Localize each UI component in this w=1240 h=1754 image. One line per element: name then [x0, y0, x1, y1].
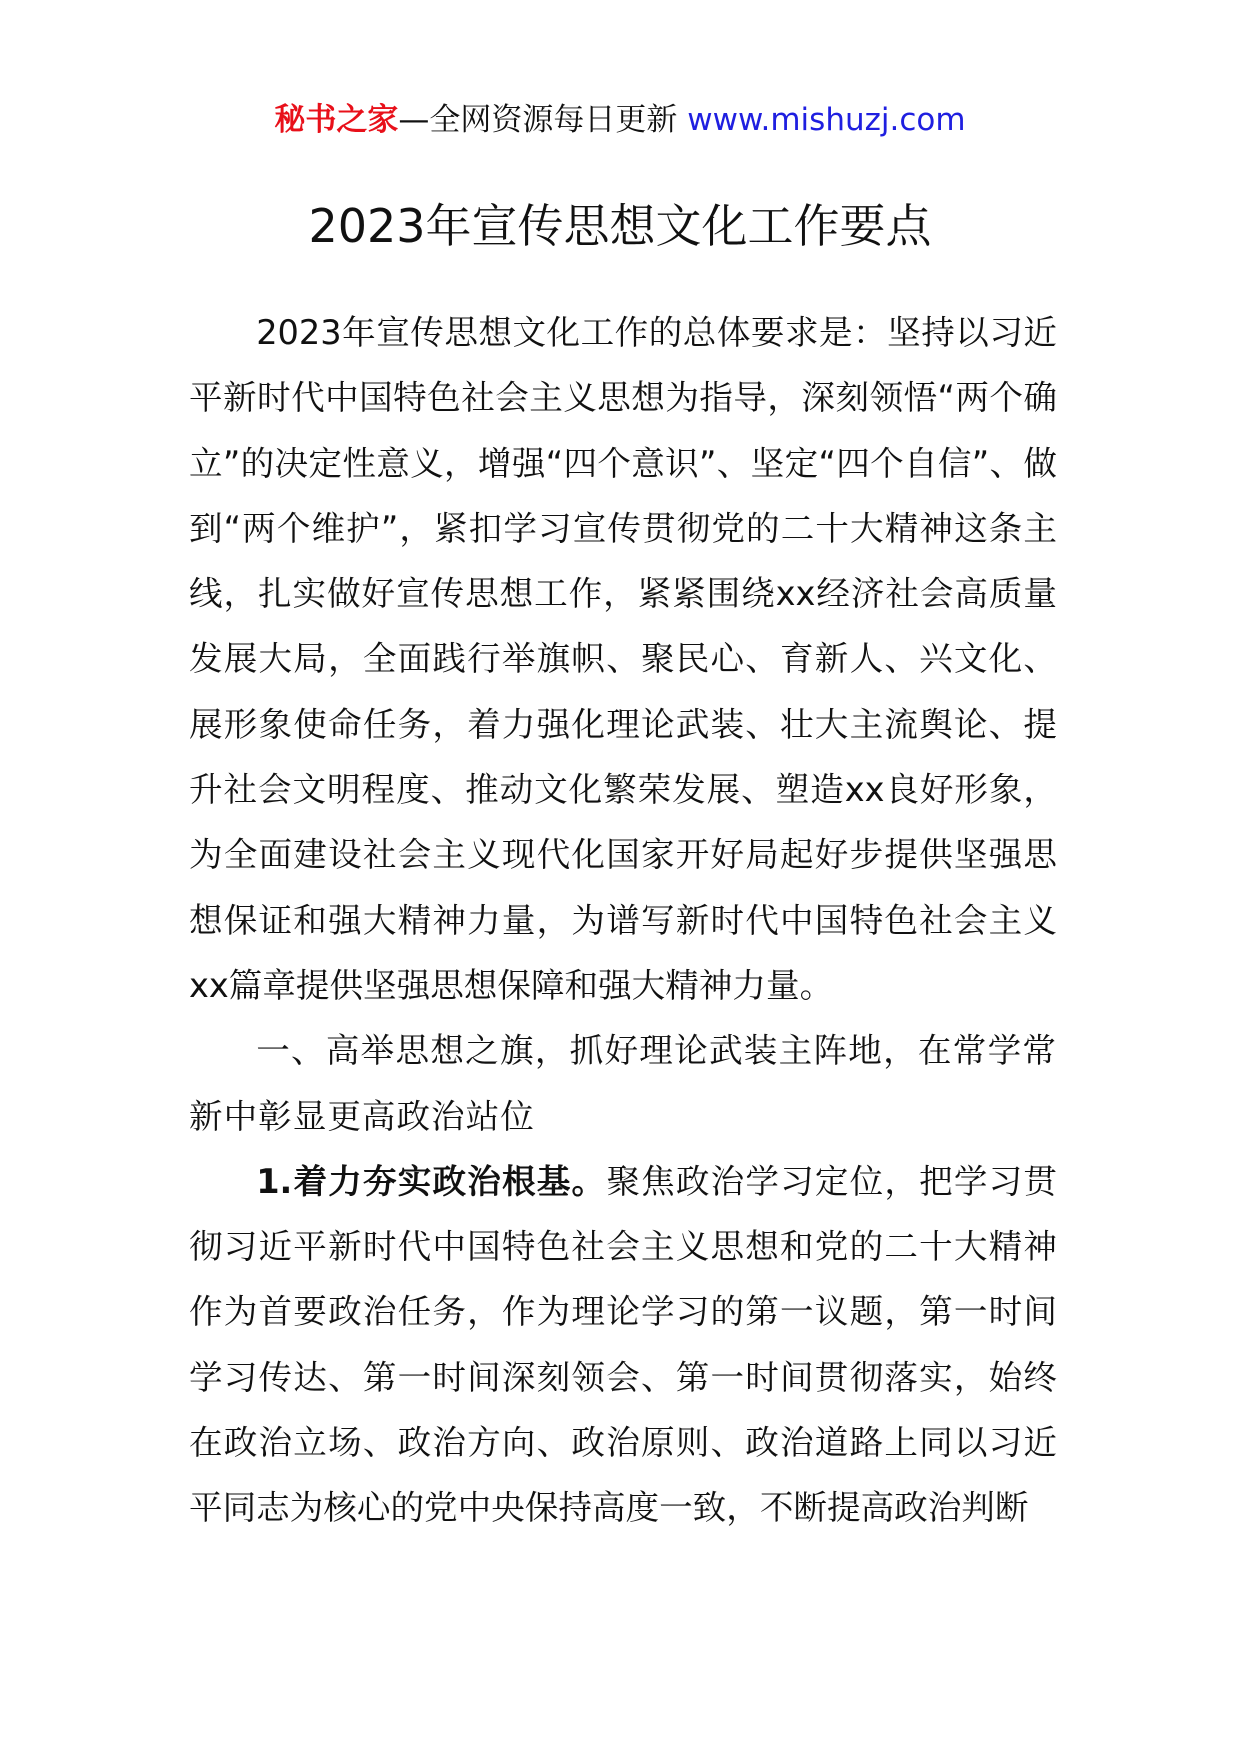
item-text: 聚焦政治学习定位，把学习贯彻习近平新时代中国特色社会主义思想和党的二十大精神作为首要政治任务，作为理论学习的第一议题，第一时间学习传达、第一时间深刻领会、第一时间贯彻落实，始终在政治立场、政治方向、政治原则、政治道路上同以习近平同志为核心的党中央保持高度一致，不断提高政治判断 [189, 1161, 1057, 1528]
document-body [189, 300, 1057, 1541]
intro-paragraph: 2023年宣传思想文化工作的总体要求是：坚持以习近平新时代中国特色社会主义思想为指导，深刻领悟“两个确立”的决定性意义，增强“四个意识”、坚定“四个自信”、做到“两个维护”，紧扣学习宣传贯彻党的二十大精神这条主线，扎实做好宣传思想工作，紧紧围绕xx经济社会高质量发展大局，全面践行举旗帜、聚民心、育新人、兴文化、展形象使命任务，着力强化理论武装、壮大主流舆论、提升社会文明程度、推动文化繁荣发展、塑造xx良好形象，为全面建设社会主义现代化国家开好局起好步提供坚强思想保证和强大精神力量，为谱写新时代中国特色社会主义xx篇章提供坚强思想保障和强大精神力量。 [189, 313, 1057, 1005]
page-header [0, 100, 1240, 140]
document-title: 2023年宣传思想文化工作要点 [308, 199, 932, 253]
item-lead: 1.着力夯实政治根基。 [256, 1161, 607, 1201]
item-paragraph [189, 1149, 1057, 1541]
section-heading: 一、高举思想之旗，抓好理论武装主阵地，在常学常新中彰显更高政治站位 [189, 1031, 1057, 1136]
header-brand: 秘书之家 [274, 102, 399, 138]
header-tagline: —全网资源每日更新 [398, 102, 688, 138]
header-site-link[interactable]: www.mishuzj.com [687, 102, 966, 138]
